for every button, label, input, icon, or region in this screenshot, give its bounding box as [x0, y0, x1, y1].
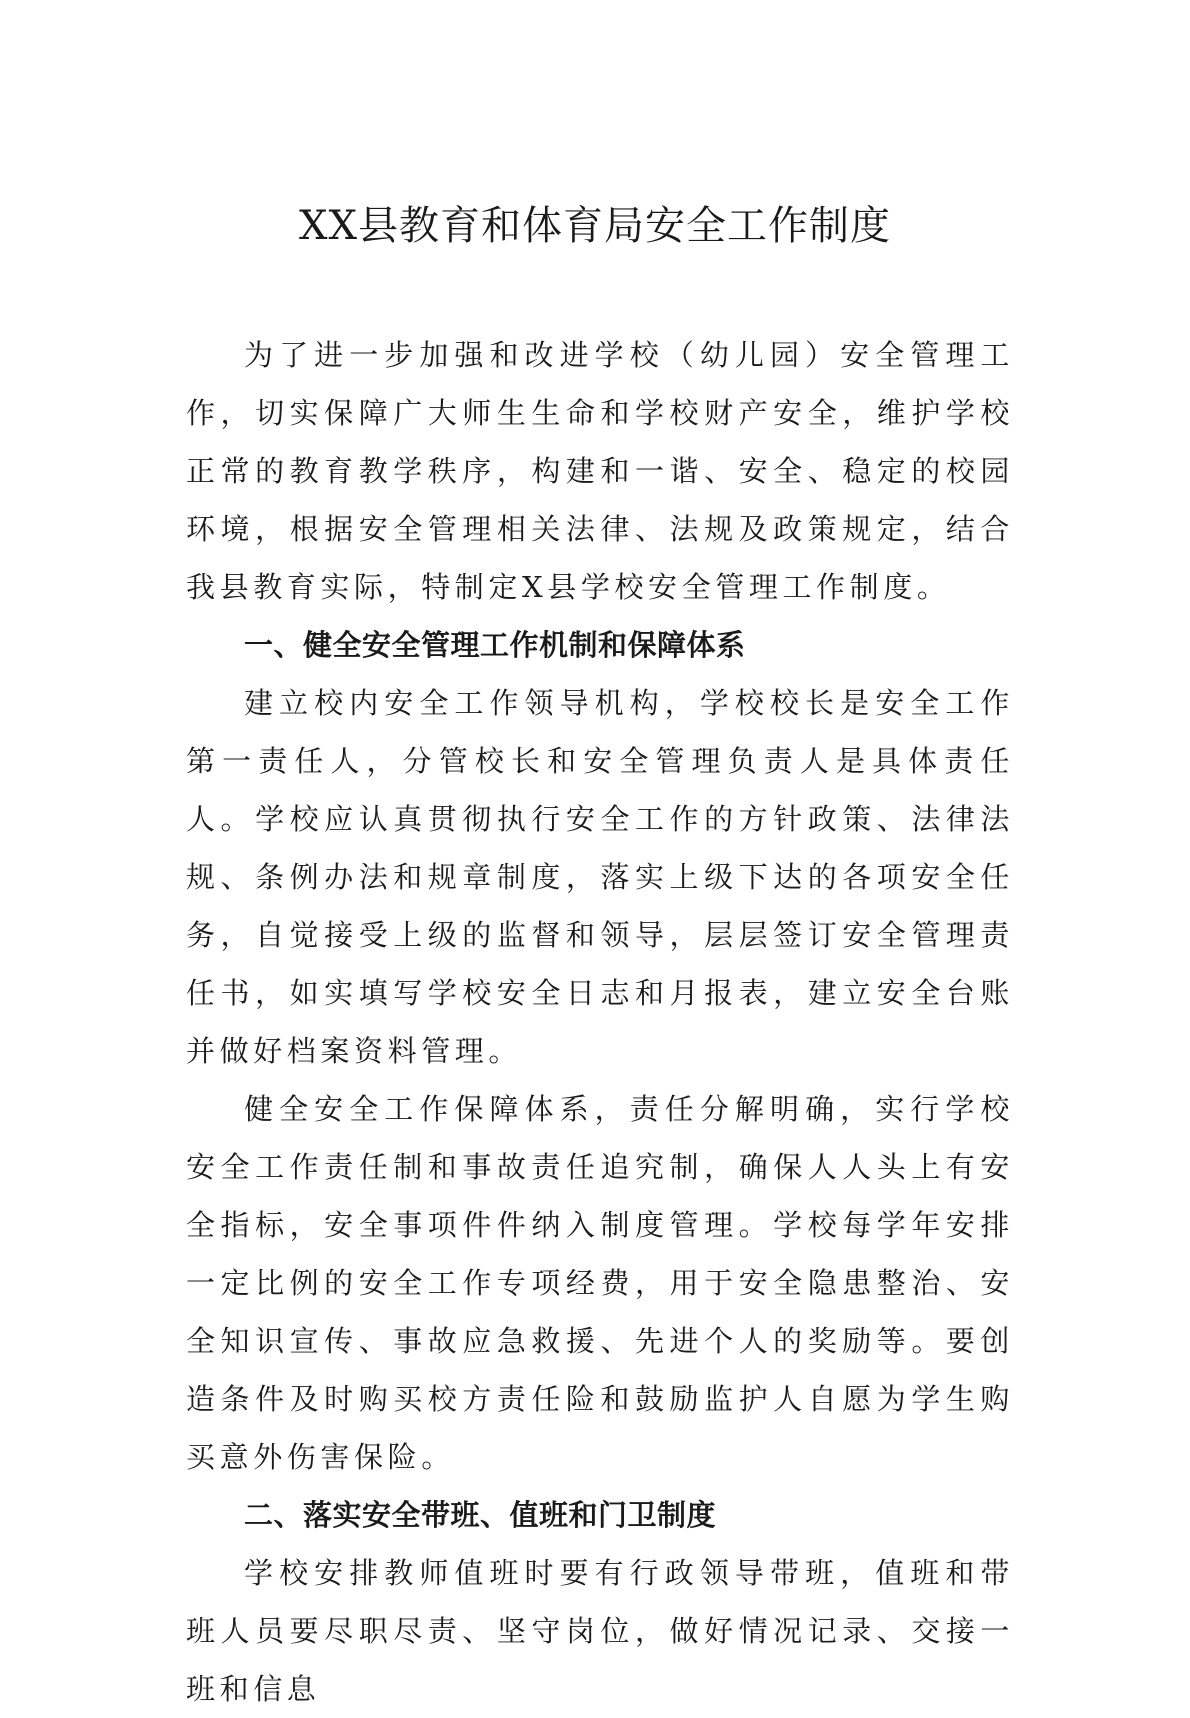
intro-paragraph: 为了进一步加强和改进学校（幼儿园）安全管理工作，切实保障广大师生生命和学校财产安全，维护学校正常的教育教学秩序，构建和一谐、安全、稳定的校园环境，根据安全管理相关法律、法规及政策规定，结合我县教育实际，特制定X县学校安全管理工作制度。 — [186, 338, 1014, 604]
section-paragraph: 建立校内安全工作领导机构，学校校长是安全工作第一责任人，分管校长和安全管理负责人是具体责任人。学校应认真贯彻执行安全工作的方针政策、法律法规、条例办法和规章制度，落实上级下达的各项安全任务，自觉接受上级的监督和领导，层层签订安全管理责任书，如实填写学校安全日志和月报表，建立安全台账并做好档案资料管理。 — [186, 686, 1014, 1068]
section-heading: 二、落实安全带班、值班和门卫制度 — [244, 1498, 717, 1532]
document-title: XX县教育和体育局安全工作制度 — [299, 203, 891, 249]
document-body — [186, 326, 1014, 1718]
section-paragraph: 学校安排教师值班时要有行政领导带班，值班和带班人员要尽职尽责、坚守岗位，做好情况记录、交接一班和信息 — [186, 1556, 1014, 1706]
section-paragraph: 健全安全工作保障体系，责任分解明确，实行学校安全工作责任制和事故责任追究制，确保人人头上有安全指标，安全事项件件纳入制度管理。学校每学年安排一定比例的安全工作专项经费，用于安全隐患整治、安全知识宣传、事故应急救援、先进个人的奖励等。要创造条件及时购买校方责任险和鼓励监护人自愿为学生购买意外伤害保险。 — [186, 1092, 1014, 1474]
section-heading: 一、健全安全管理工作机制和保障体系 — [244, 628, 746, 662]
section-2 — [186, 1486, 1014, 1718]
section-1 — [186, 616, 1014, 1486]
